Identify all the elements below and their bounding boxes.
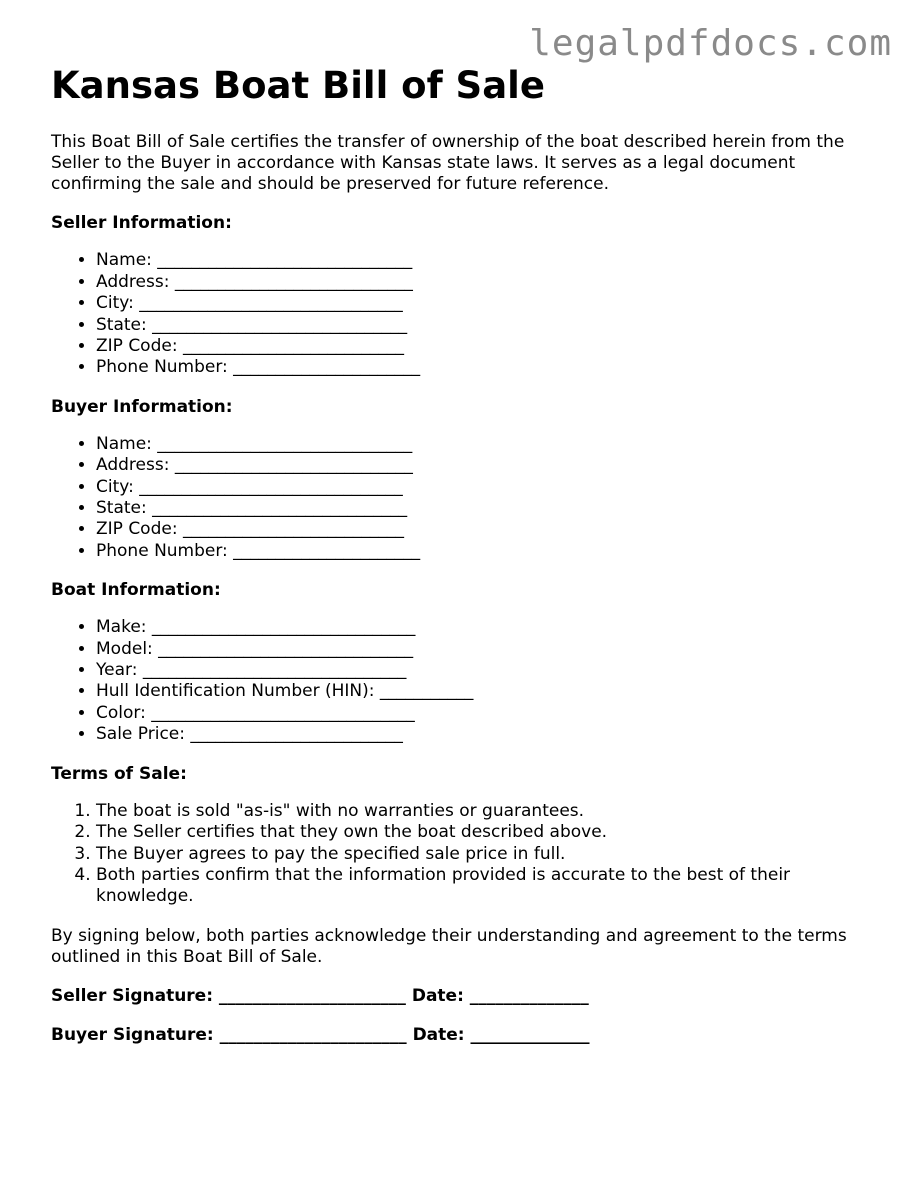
seller-heading: Seller Information: — [51, 213, 232, 234]
intro-paragraph: This Boat Bill of Sale certifies the transfer of ownership of the boat described herein from the Seller to the Buyer in accordance with Kansas state laws. It serves as a legal document confirming the sale and should be preserved for future reference. — [51, 132, 845, 195]
seller-city-field: • City: _______________________________ — [96, 293, 871, 314]
terms-heading: Terms of Sale: — [51, 763, 187, 784]
seller-zip-field: • ZIP Code: __________________________ — [96, 336, 871, 357]
document-page — [51, 64, 871, 1064]
buyer-state-field: • State: ______________________________ — [96, 498, 871, 519]
seller-state-field: • State: ______________________________ — [96, 315, 871, 336]
terms-list — [51, 801, 871, 908]
buyer-address-field: • Address: ____________________________ — [96, 455, 871, 476]
boat-make-field: • Make: _______________________________ — [96, 617, 871, 638]
boat-heading: Boat Information: — [51, 580, 221, 601]
buyer-city-field: • City: _______________________________ — [96, 477, 871, 498]
terms-item: 4. Both parties confirm that the information provided is accurate to the best of their knowledge. — [96, 865, 871, 908]
boat-model-field: • Model: ______________________________ — [96, 639, 871, 660]
terms-item: 2. The Seller certifies that they own the boat described above. — [96, 822, 871, 843]
boat-hin-field: • Hull Identification Number (HIN): ___________ — [96, 681, 871, 702]
buyer-zip-field: • ZIP Code: __________________________ — [96, 519, 871, 540]
seller-phone-field: • Phone Number: ______________________ — [96, 357, 871, 378]
buyer-signature-line: Buyer Signature: ______________________ Date: ______________ — [51, 1024, 590, 1045]
boat-year-field: • Year: _______________________________ — [96, 660, 871, 681]
terms-item: 1. The boat is sold "as-is" with no warranties or guarantees. — [96, 801, 871, 822]
buyer-phone-field: • Phone Number: ______________________ — [96, 541, 871, 562]
buyer-fields — [51, 434, 871, 562]
boat-fields — [51, 617, 871, 745]
terms-item: 3. The Buyer agrees to pay the specified sale price in full. — [96, 844, 871, 865]
buyer-heading: Buyer Information: — [51, 396, 233, 417]
boat-color-field: • Color: _______________________________ — [96, 703, 871, 724]
boat-price-field: • Sale Price: _________________________ — [96, 724, 871, 745]
seller-name-field: • Name: ______________________________ — [96, 250, 871, 271]
watermark: legalpdfdocs.com — [529, 23, 892, 64]
seller-signature-line: Seller Signature: ______________________ Date: ______________ — [51, 985, 589, 1006]
buyer-name-field: • Name: ______________________________ — [96, 434, 871, 455]
closing-paragraph: By signing below, both parties acknowledge their understanding and agreement to the terms outlined in this Boat Bill of Sale. — [51, 925, 847, 967]
seller-address-field: • Address: ____________________________ — [96, 272, 871, 293]
document-title: Kansas Boat Bill of Sale — [51, 64, 545, 107]
seller-fields — [51, 250, 871, 378]
